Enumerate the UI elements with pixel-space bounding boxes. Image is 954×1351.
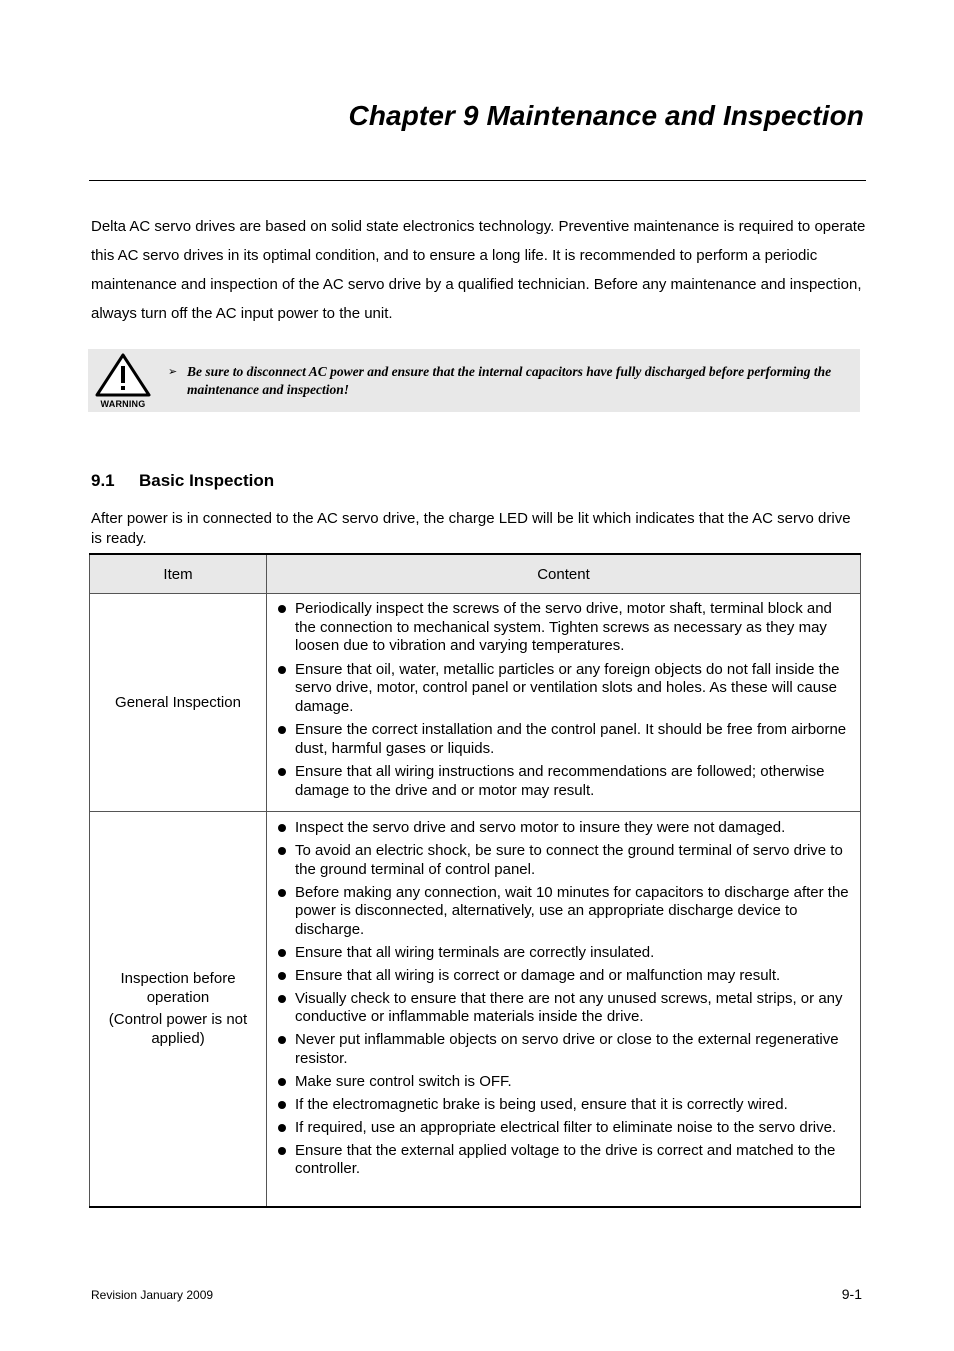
item-cell xyxy=(90,594,267,812)
list-item: Make sure control switch is OFF. xyxy=(277,1073,852,1092)
table-row xyxy=(90,594,861,812)
list-item: If required, use an appropriate electrical filter to eliminate noise to the servo drive. xyxy=(277,1119,852,1138)
item-label: Inspection before operation xyxy=(120,970,236,1007)
list-item: Ensure that all wiring terminals are correctly insulated. xyxy=(277,944,852,963)
section-number: 9.1 xyxy=(91,471,115,490)
list-item: Before making any connection, wait 10 minutes for capacitors to discharge after the power is disconnected, alternatively, use an appropriate discharge device to discharge. xyxy=(277,884,852,940)
item-cell xyxy=(90,812,267,1207)
item-sublabel: (Control power is not applied) xyxy=(108,1011,248,1048)
arrow-bullet-icon: ➢ xyxy=(168,365,178,378)
table-row xyxy=(90,812,861,1207)
list-item: Ensure that all wiring instructions and recommendations are followed; otherwise damage to the drive and or motor may result. xyxy=(277,763,852,800)
warning-label: WARNING xyxy=(100,399,146,409)
footer-revision: Revision January 2009 xyxy=(91,1288,214,1302)
content-cell xyxy=(267,594,861,812)
section-intro: After power is in connected to the AC servo drive, the charge LED will be lit which indicates that the AC servo drive is ready. xyxy=(91,510,851,547)
list-item: Ensure that oil, water, metallic particles or any foreign objects do not fall inside the servo drive, motor, control panel or ventilation slots and holes. As these will cause damage. xyxy=(277,661,852,717)
list-item: Periodically inspect the screws of the servo drive, motor shaft, terminal block and the connection to mechanical system. Tighten screws as necessary as they may loosen due to vibration and varying temperatures. xyxy=(277,600,852,656)
column-header-item: Item xyxy=(90,554,267,594)
list-item: If the electromagnetic brake is being used, ensure that it is correctly wired. xyxy=(277,1096,852,1115)
list-item: Inspect the servo drive and servo motor to insure they were not damaged. xyxy=(277,819,852,838)
column-header-content: Content xyxy=(267,554,861,594)
section-title: Basic Inspection xyxy=(139,471,275,490)
list-item: To avoid an electric shock, be sure to connect the ground terminal of servo drive to the ground terminal of control panel. xyxy=(277,842,852,879)
list-item: Ensure that all wiring is correct or damage and or malfunction may result. xyxy=(277,967,852,986)
list-item: Visually check to ensure that there are not any unused screws, metal strips, or any conductive or inflammable materials inside the drive. xyxy=(277,990,852,1027)
warning-text: Be sure to disconnect AC power and ensure that the internal capacitors have fully discharged before performing the maintenance and inspection! xyxy=(187,364,832,397)
bullet-list xyxy=(267,812,860,1186)
table-header-row xyxy=(90,554,861,594)
intro-paragraph: Delta AC servo drives are based on solid state electronics technology. Preventive maintenance is required to operate this AC servo drives in its optimal condition, and to ensure a long life. It is recommended to perform a periodic maintenance and inspection of the AC servo drive by a qualified technician. Before any maintenance and inspection, always turn off the AC input power to the unit. xyxy=(91,218,866,322)
warning-triangle-icon xyxy=(94,353,152,397)
item-label: General Inspection xyxy=(115,694,241,711)
list-item: Never put inflammable objects on servo drive or close to the external regenerative resistor. xyxy=(277,1031,852,1068)
page-title: Chapter 9 Maintenance and Inspection xyxy=(348,100,864,131)
content-cell xyxy=(267,812,861,1207)
title-divider xyxy=(89,180,866,181)
inspection-table xyxy=(89,553,861,1208)
warning-icon xyxy=(94,353,152,409)
list-item: Ensure that the external applied voltage to the drive is correct and matched to the controller. xyxy=(277,1142,852,1179)
section-heading xyxy=(91,471,274,491)
warning-box xyxy=(88,349,860,412)
footer-page-number: 9-1 xyxy=(841,1286,862,1302)
list-item: Ensure the correct installation and the control panel. It should be free from airborne dust, harmful gases or liquids. xyxy=(277,721,852,758)
bullet-list xyxy=(267,594,860,811)
